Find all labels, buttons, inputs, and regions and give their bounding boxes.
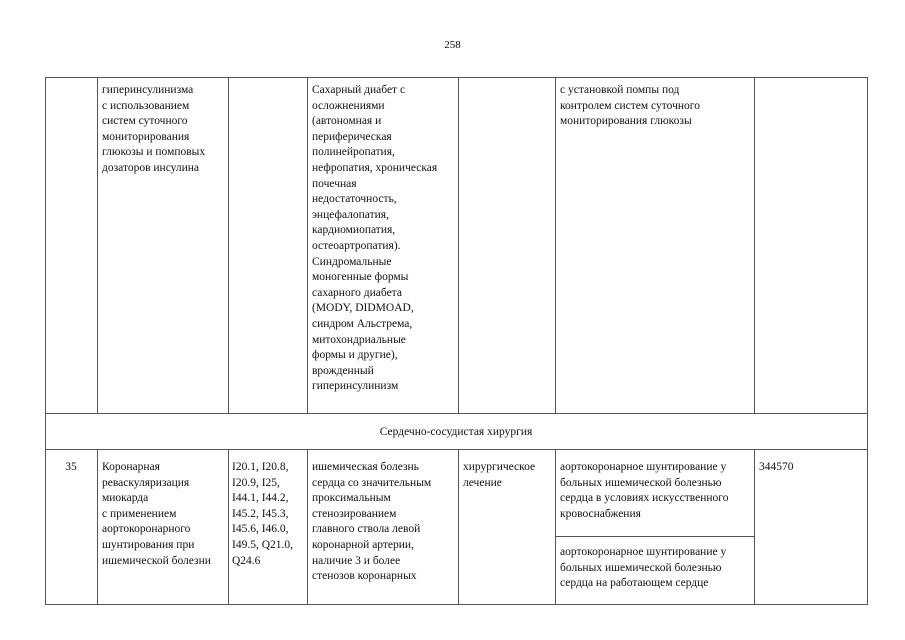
- table-bottom-border: [45, 604, 868, 605]
- row-cost-cell: 344570: [759, 461, 794, 473]
- column-divider: [307, 449, 308, 605]
- section-top-border: [45, 413, 868, 414]
- row-method-cell: Коронарная реваскуляризация миокарда с применением аортокоронарного шунтирования при ишемической болезни: [102, 461, 211, 567]
- row-model-cell: ишемическая болезнь сердца со значительным проксимальным стенозированием главного ствола левой коронарной артерии, наличие 3 и более стенозов коронарных: [312, 461, 432, 583]
- table-top-border: [45, 77, 868, 78]
- column-divider: [97, 449, 98, 605]
- column-divider: [754, 449, 755, 605]
- section-title: Сердечно-сосудистая хирургия: [379, 426, 533, 438]
- column-divider: [97, 77, 98, 413]
- row-number-cell: 35: [65, 461, 77, 473]
- top-row-model-cell: Сахарный диабет с осложнениями (автономная и периферическая полинейропатия, нефропатия, хроническая почечная недостаточность, энцефалопатия, кардиомиопатия, остеоартропатия). Синдромальные моногенные формы сахарного диабета (MODY, DIDMOAD, синдром Альстрема, митохондриальные формы и другие), врожденный гиперинсулинизм: [312, 84, 438, 393]
- column-divider: [458, 449, 459, 605]
- treatment-divider: [555, 536, 754, 537]
- row-treatment-method-cell: аортокоронарное шунтирование у больных ишемической болезнью сердца на работающем сердце: [560, 546, 727, 590]
- column-divider: [555, 449, 556, 605]
- column-divider: [555, 77, 556, 413]
- column-divider: [458, 77, 459, 413]
- column-divider: [754, 77, 755, 413]
- column-divider: [307, 77, 308, 413]
- top-row-method-cell: гиперинсулинизма с использованием систем суточного мониторирования глюкозы и помповых дозаторов инсулина: [102, 84, 206, 174]
- table-right-border: [867, 77, 868, 605]
- row-treatment-method-cell: аортокоронарное шунтирование у больных ишемической болезнью сердца в условиях искусственного кровоснабжения: [560, 461, 729, 520]
- table-left-border: [45, 77, 46, 605]
- column-divider: [228, 449, 229, 605]
- column-divider: [228, 77, 229, 413]
- top-row-treatment-method-cell: с установкой помпы под контролем систем суточного мониторирования глюкозы: [560, 84, 700, 128]
- page-number: 258: [444, 39, 461, 51]
- row-treatment-type-cell: хирургическое лечение: [463, 461, 536, 489]
- section-bottom-border: [45, 449, 868, 450]
- row-codes-cell: I20.1, I20.8, I20.9, I25, I44.1, I44.2, I45.2, I45.3, I45.6, I46.0, I49.5, Q21.0, Q24.6: [232, 461, 294, 567]
